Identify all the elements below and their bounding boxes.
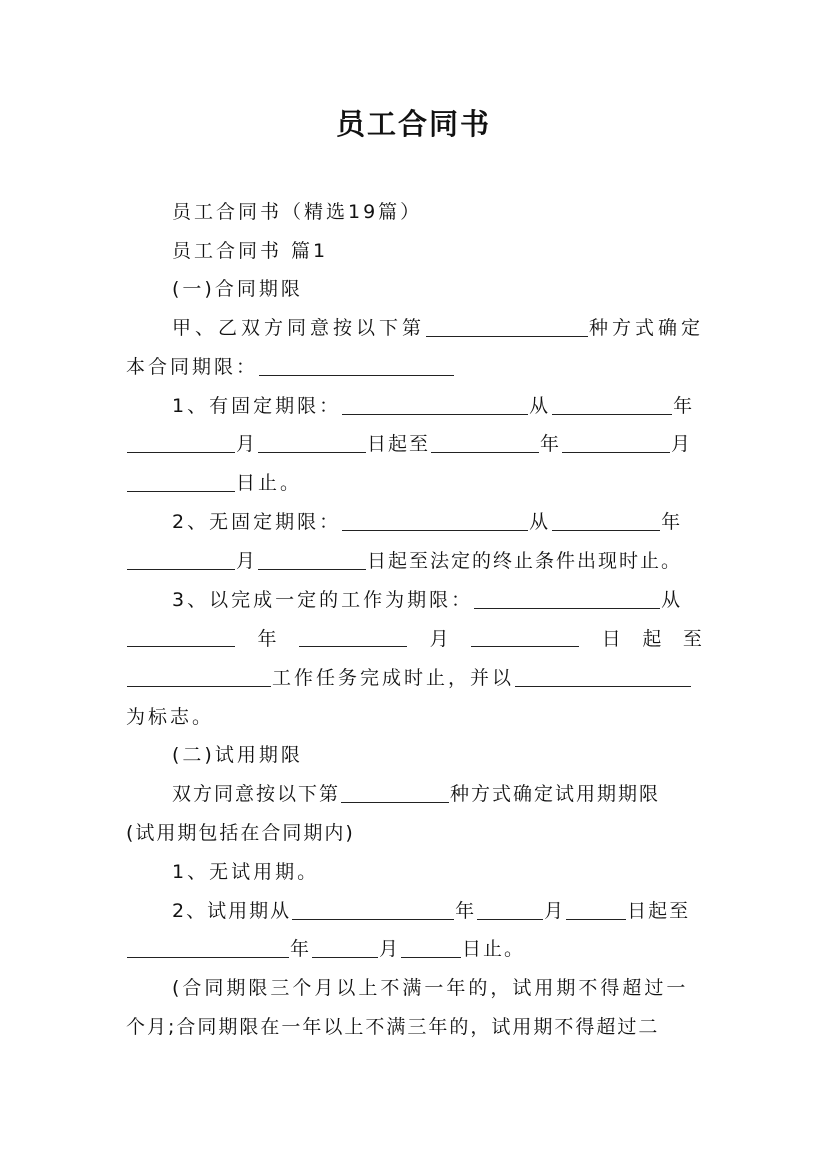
blank-field[interactable] [127, 626, 235, 647]
blank-field[interactable] [474, 588, 660, 609]
part2-heading: (二)试用期限 [172, 744, 303, 766]
blank-field[interactable] [566, 899, 626, 920]
blank-field[interactable] [299, 626, 407, 647]
p1-line2 [126, 354, 702, 380]
from-to-text: 日起至 [367, 433, 431, 455]
task-month-text: 月 [429, 628, 449, 650]
task-line1 [172, 587, 702, 613]
fixed-line1 [172, 393, 702, 419]
blank-field[interactable] [127, 471, 235, 492]
trial-line2: (试用期包括在合同期内) [126, 822, 355, 844]
from-text: 从 [661, 589, 684, 611]
trial-text-b: 种方式确定试用期期限 [450, 783, 661, 805]
trial-none: 1、无试用期。 [172, 861, 320, 883]
month-text: 月 [544, 900, 566, 922]
year-text: 年 [661, 511, 684, 533]
trial-from-line1 [172, 898, 702, 924]
blank-field[interactable] [341, 782, 449, 803]
day-end-text: 日止。 [462, 938, 526, 960]
section-heading: 员工合同书 篇1 [172, 240, 329, 262]
from-to-text: 日起至 [627, 900, 691, 922]
blank-field[interactable] [127, 666, 271, 687]
trial-from-line2 [126, 936, 702, 962]
task-day-text: 日 [601, 628, 621, 650]
blank-field[interactable] [292, 899, 454, 920]
trial-line1 [172, 781, 702, 807]
p1-line1 [172, 315, 705, 341]
blank-field[interactable] [401, 937, 461, 958]
day-end-text: 日止。 [236, 472, 303, 494]
fixed-line3 [126, 470, 702, 496]
unfixed-end-text: 日起至法定的终止条件出现时止。 [367, 550, 683, 572]
from-text: 从 [529, 511, 552, 533]
document-title: 员工合同书 [335, 107, 491, 141]
blank-field[interactable] [258, 549, 366, 570]
year-text: 年 [455, 900, 477, 922]
task-line3 [126, 665, 702, 691]
blank-field[interactable] [127, 937, 289, 958]
blank-field[interactable] [515, 666, 691, 687]
blank-field[interactable] [552, 510, 660, 531]
unfixed-line1 [172, 509, 702, 535]
month-text: 月 [671, 433, 693, 455]
task-line2 [126, 626, 702, 652]
month-text: 月 [236, 550, 258, 572]
unfixed-label: 2、无固定期限： [172, 511, 342, 533]
blank-field[interactable] [312, 937, 378, 958]
fixed-label: 1、有固定期限： [172, 395, 342, 417]
p1-text-b: 种方式确定 [589, 317, 705, 339]
p1-text-c: 本合同期限： [126, 356, 259, 378]
task-label: 3、以完成一定的工作为期限： [172, 589, 474, 611]
task-line4: 为标志。 [126, 706, 215, 728]
blank-field[interactable] [552, 394, 672, 415]
from-text: 从 [529, 395, 552, 417]
unfixed-line2 [126, 548, 702, 574]
blank-field[interactable] [342, 394, 528, 415]
blank-field[interactable] [127, 432, 235, 453]
task-qi-text: 起 [642, 628, 662, 650]
blank-field[interactable] [471, 626, 579, 647]
month-text: 月 [236, 433, 258, 455]
trial-text-a: 双方同意按以下第 [172, 783, 341, 805]
year-text: 年 [290, 938, 312, 960]
year-text: 年 [673, 395, 696, 417]
task-zhi-text: 至 [682, 628, 702, 650]
note-line2: 个月;合同期限在一年以上不满三年的，试用期不得超过二 [126, 1016, 660, 1038]
year-text: 年 [540, 433, 562, 455]
blank-field[interactable] [127, 549, 235, 570]
fixed-line2 [126, 431, 702, 457]
note-line1: (合同期限三个月以上不满一年的，试用期不得超过一 [172, 977, 689, 999]
blank-field[interactable] [258, 432, 366, 453]
trial-from-text: 2、试用期从 [172, 900, 292, 922]
p1-text-a: 甲、乙双方同意按以下第 [172, 317, 426, 339]
subtitle: 员工合同书（精选19篇） [172, 201, 423, 223]
blank-field[interactable] [477, 899, 543, 920]
blank-field[interactable] [431, 432, 539, 453]
blank-field[interactable] [426, 316, 588, 337]
blank-field[interactable] [562, 432, 670, 453]
blank-field[interactable] [259, 355, 454, 376]
part1-heading: (一)合同期限 [172, 278, 303, 300]
blank-field[interactable] [342, 510, 528, 531]
task-year-text: 年 [257, 628, 277, 650]
task-end-a: 工作任务完成时止，并以 [272, 667, 515, 689]
month-text: 月 [379, 938, 401, 960]
